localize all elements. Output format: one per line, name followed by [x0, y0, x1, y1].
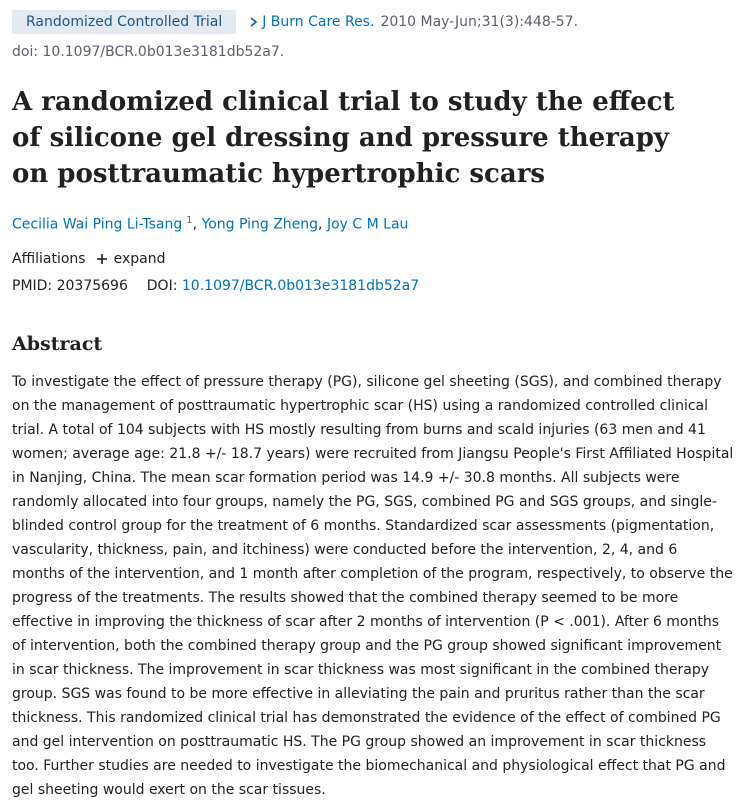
chevron-right-icon: [248, 16, 259, 28]
author-link[interactable]: Joy C M Lau: [326, 216, 409, 233]
author-list: [12, 210, 408, 236]
abstract-heading: Abstract: [12, 333, 103, 355]
citation-details: 2010 May-Jun;31(3):448-57.: [380, 14, 579, 30]
publication-type-badge[interactable]: Randomized Controlled Trial: [12, 10, 236, 34]
affiliations-expand-button[interactable]: [96, 248, 166, 270]
pmid-label: PMID:: [12, 278, 53, 294]
author-separator: ,: [318, 216, 327, 233]
abstract-text: To investigate the effect of pressure therapy (PG), silicone gel sheeting (SGS), and combined therapy on the management of posttraumatic hypertrophic scar (HS) using a randomized controlled clinical trial. A total of 104 subjects with HS mostly resulting from burns and scald injuries (63 men and 41 women; average age: 21.8 +/- 18.7 years) were recruited from Jiangsu People's First Affiliated Hospital in Nanjing, China. The mean scar formation period was 14.9 +/- 30.8 months. All subjects were randomly allocated into four groups, namely the PG, SGS, combined PG and SGS groups, and single-blinded control group for the treatment of 6 months. Standardized scar assessments (pigmentation, vascularity, thickness, pain, and itchiness) were conducted before the intervention, 2, 4, and 6 months of the intervention, and 1 month after completion of the program, respectively, to observe the progress of the treatments. The results showed that the combined therapy seemed to be more effective in improving the thickness of scar after 2 months of intervention (P < .001). After 6 months of intervention, both the combined therapy group and the PG group showed significant improvement in scar thickness. The improvement in scar thickness was most significant in the combined therapy group. SGS was found to be more effective in alleviating the pain and pruritus rather than the scar thickness. This randomized clinical trial has demonstrated the evidence of the effect of combined PG and gel intervention on posttraumatic HS. The PG group showed an improvement in scar thickness too. Further studies are needed to investigate the biomechanical and physiological effect that PG and gel sheeting would exert on the scar tissues.: [12, 374, 734, 798]
affiliations-row: [12, 248, 165, 270]
doi-label: DOI:: [146, 278, 178, 294]
doi-link[interactable]: 10.1097/BCR.0b013e3181db52a7: [181, 278, 420, 294]
author-separator: ,: [192, 216, 202, 233]
expand-label[interactable]: expand: [113, 251, 166, 267]
page-title: A randomized clinical trial to study the effect of silicone gel dressing and pressure therapy on posttraumatic hypertrophic scars: [12, 87, 675, 189]
journal-name[interactable]: J Burn Care Res.: [262, 14, 375, 30]
journal-link[interactable]: [248, 10, 374, 34]
plus-icon: [96, 253, 108, 265]
citation-header: [12, 10, 740, 34]
pmid-value: 20375696: [56, 278, 128, 294]
header-doi: doi: 10.1097/BCR.0b013e3181db52a7.: [12, 44, 285, 60]
author-link[interactable]: Yong Ping Zheng: [201, 216, 319, 233]
identifiers-row: [12, 275, 419, 297]
author-link[interactable]: Cecilia Wai Ping Li-Tsang: [12, 216, 183, 233]
affiliation-number[interactable]: 1: [186, 215, 193, 226]
affiliations-label: Affiliations: [12, 251, 86, 267]
